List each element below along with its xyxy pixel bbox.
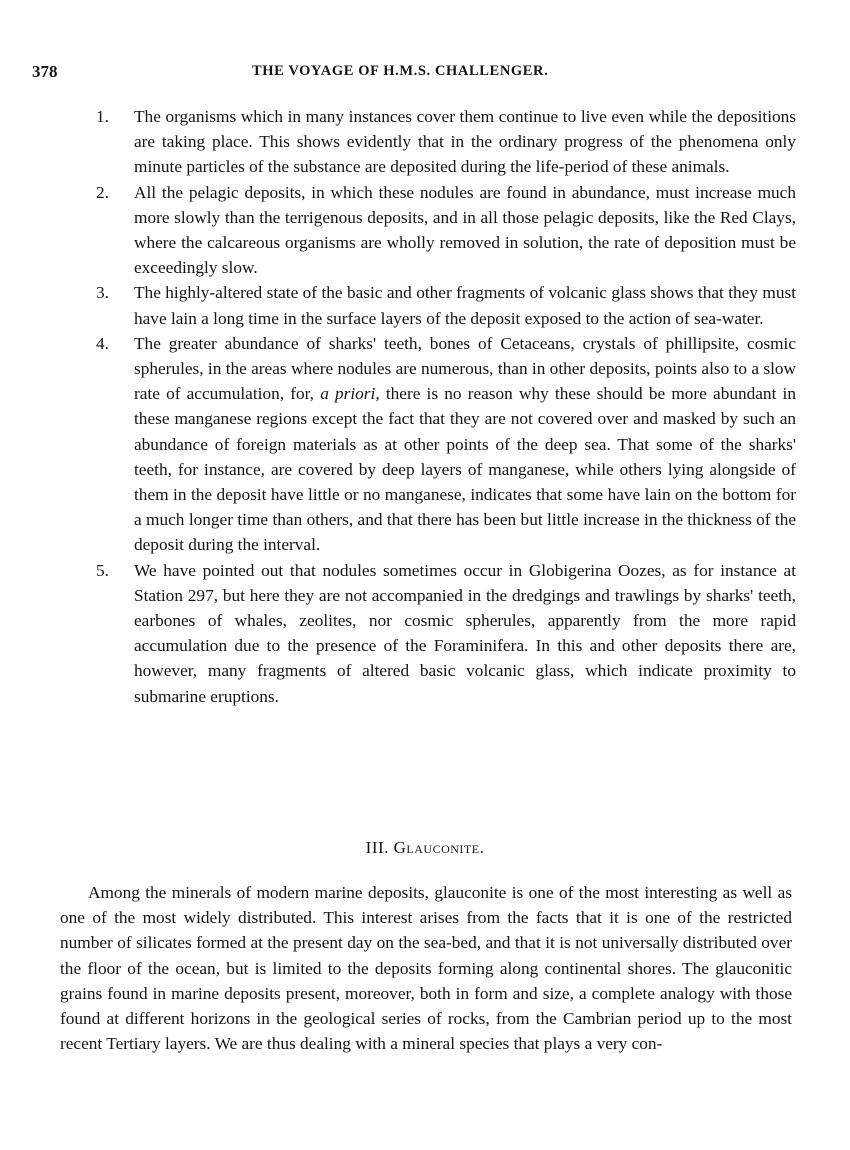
list-item-text: We have pointed out that nodules sometimes occur in Globigerina Oozes, as for instance at Station 297, but here they are not accompanied in the dredgings and trawlings by sharks' teeth, earbones of whales, zeolites, nor cosmic spherules, apparently from the more rapid accumulation due to the presence of the Foraminifera. In this and other deposits there are, however, many fragments of altered basic volcanic glass, which indicate proximity to submarine eruptions. [134,560,796,706]
list-item-number: 2. [96,182,109,202]
section-numeral: III. [365,838,389,857]
running-header [32,62,802,84]
list-item-4 [96,331,796,558]
list-item-2 [96,180,796,281]
section-heading [0,838,850,858]
list-item-number: 5. [96,560,109,580]
list-item-1 [96,104,796,180]
list-item-text-before: The greater abundance of sharks' teeth, bones of Cetaceans, crystals of phillipsite, cosmic spherules, in the areas where nodules are numerous, than in other deposits, points also to a slow rate of accumulation, for, [134,333,796,404]
list-item-text: The highly-altered state of the basic and other fragments of volcanic glass shows that they must have lain a long time in the surface layers of the deposit exposed to the action of sea-water. [134,283,796,328]
list-item-text-after: there is no reason why these should be more abundant in these manganese regions except the fact that they are not covered over and masked by such an abundance of foreign materials as at other points of the deep sea. That some of the sharks' teeth, for instance, are covered by deep layers of manganese, while others lying alongside of them in the deposit have little or no manganese, indicates that some have lain on the bottom for a much longer time than others, and that there has been but little increase in the thickness of the deposit during the interval. [134,384,796,555]
list-item-text: The organisms which in many instances cover them continue to live even while the depositions are taking place. This shows evidently that in the ordinary progress of the phenomena only minute particles of the substance are deposited during the life-period of these animals. [134,107,796,177]
list-item-5 [96,558,796,709]
list-item-number: 1. [96,107,109,126]
section-title: Glauconite. [393,838,485,857]
running-title: THE VOYAGE OF H.M.S. CHALLENGER. [252,63,549,79]
list-item-number: 4. [96,333,109,353]
page-number: 378 [32,62,58,81]
list-item-text: All the pelagic deposits, in which these nodules are found in abundance, must increase much more slowly than the terrigenous deposits, and in all those pelagic deposits, like the Red Clays, where the calcareous organisms are wholly removed in solution, the rate of deposition must be exceedingly slow. [134,182,796,278]
body-paragraph: Among the minerals of modern marine deposits, glauconite is one of the most interesting as well as one of the most widely distributed. This interest arises from the facts that it is one of the restricted number of silicates formed at the present day on the sea-bed, and that it is not universally distributed over the floor of the ocean, but is limited to the deposits forming along continental shores. The glauconitic grains found in marine deposits present, moreover, both in form and size, a complete analogy with those found at different horizons in the geological series of rocks, from the Cambrian period up to the most recent Tertiary layers. We are thus dealing with a mineral species that plays a very con- [60,883,792,1054]
list-item-3 [96,280,796,330]
list-item-number: 3. [96,283,109,303]
list-item-italic-phrase: a priori, [320,384,380,404]
numbered-list [96,104,796,709]
